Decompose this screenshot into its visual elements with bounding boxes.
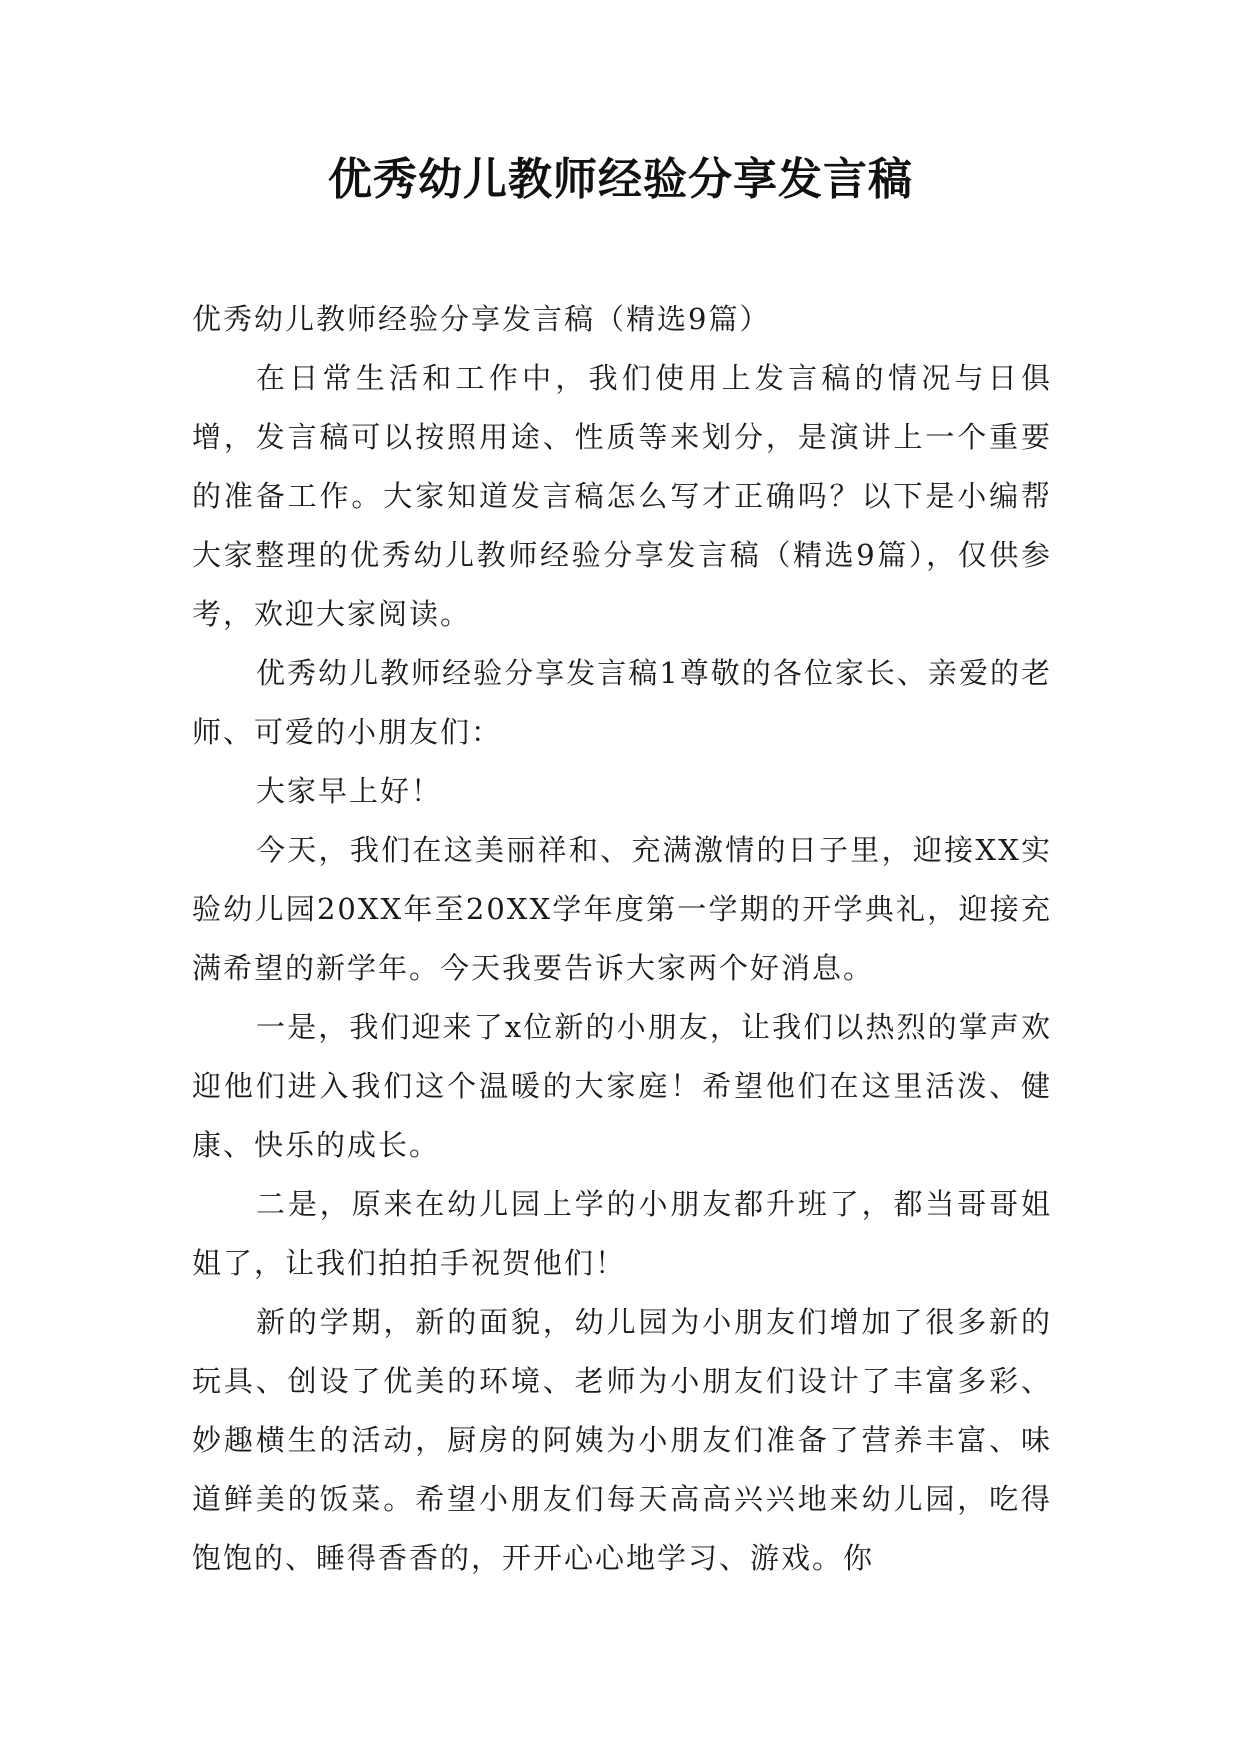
document-body [192, 290, 1052, 1588]
paragraph-opening-ceremony: 今天，我们在这美丽祥和、充满激情的日子里，迎接XX实验幼儿园20XX年至20XX学年度第一学期的开学典礼，迎接充满希望的新学年。今天我要告诉大家两个好消息。 [192, 833, 1052, 985]
paragraph-intro: 在日常生活和工作中，我们使用上发言稿的情况与日俱增，发言稿可以按照用途、性质等来划分，是演讲上一个重要的准备工作。大家知道发言稿怎么写才正确吗？以下是小编帮大家整理的优秀幼儿教师经验分享发言稿（精选9篇），仅供参考，欢迎大家阅读。 [192, 361, 1052, 631]
paragraph-good-morning: 大家早上好！ [256, 774, 443, 808]
paragraph-new-semester: 新的学期，新的面貌，幼儿园为小朋友们增加了很多新的玩具、创设了优美的环境、老师为小朋友们设计了丰富多彩、妙趣横生的活动，厨房的阿姨为小朋友们准备了营养丰富、味道鲜美的饭菜。希望小朋友们每天高高兴兴地来幼儿园，吃得饱饱的、睡得香香的，开开心心地学习、游戏。你 [192, 1305, 1052, 1575]
document-title: 优秀幼儿教师经验分享发言稿 [328, 154, 913, 205]
paragraph-speech-1-greeting: 优秀幼儿教师经验分享发言稿1尊敬的各位家长、亲爱的老师、可爱的小朋友们： [192, 656, 1052, 749]
paragraph-new-children: 一是，我们迎来了x位新的小朋友，让我们以热烈的掌声欢迎他们进入我们这个温暖的大家庭！希望他们在这里活泼、健康、快乐的成长。 [192, 1010, 1052, 1162]
paragraph-promoted-children: 二是，原来在幼儿园上学的小朋友都升班了，都当哥哥姐姐了，让我们拍拍手祝贺他们！ [192, 1187, 1052, 1280]
document-subtitle: 优秀幼儿教师经验分享发言稿（精选9篇） [192, 302, 771, 336]
